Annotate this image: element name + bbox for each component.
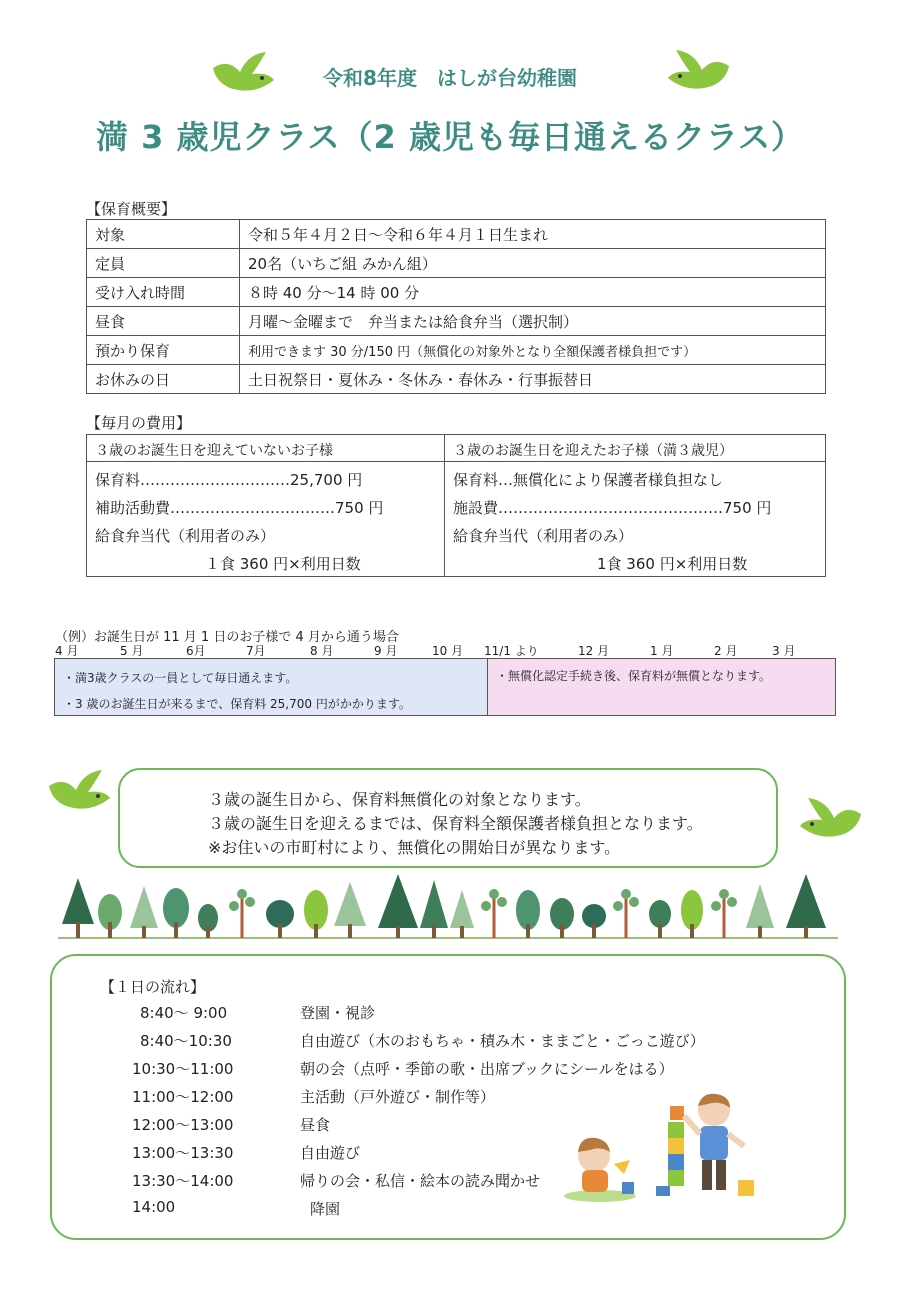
schedule-time: 12:00～13:00: [132, 1116, 234, 1134]
page-title: 満 3 歳児クラス（2 歳児も毎日通えるクラス）: [95, 118, 805, 156]
table-row: [87, 220, 826, 249]
row-key: 預かり保育: [87, 336, 240, 365]
month-label: 5 月: [120, 644, 144, 658]
overview-label: 【保育概要】: [86, 200, 177, 218]
schedule-activity: 自由遊び: [300, 1144, 361, 1162]
fee-line: 給食弁当代（利用者のみ）: [95, 527, 276, 545]
timeline-after-text: ・無償化認定手続き後、保育料が無償となります。: [496, 669, 772, 683]
table-row: [87, 307, 826, 336]
schedule-activity: 帰りの会・私信・絵本の読み聞かせ: [300, 1172, 541, 1190]
tree-icon: [746, 884, 774, 938]
row-key: お休みの日: [87, 365, 240, 394]
tree-icon: [130, 886, 158, 938]
timeline-before-period: [55, 659, 488, 715]
tree-icon: [62, 878, 94, 938]
schedule-time: 10:30～11:00: [132, 1060, 234, 1078]
fees-box: [86, 434, 826, 577]
notice-box: [118, 768, 778, 868]
overview-table: [86, 219, 826, 394]
row-value: 土日祝祭日・夏休み・冬休み・春休み・行事振替日: [240, 365, 826, 394]
tree-icon: [229, 889, 255, 938]
timeline-before-text: ・3 歳のお誕生日が来るまで、保育料 25,700 円がかかります。: [63, 697, 411, 711]
schedule-activity: 昼食: [300, 1116, 331, 1134]
schedule-activity: 登園・視診: [300, 1004, 376, 1022]
timeline-after-period: [488, 659, 835, 715]
schedule-title: 【１日の流れ】: [100, 978, 206, 996]
table-row: [87, 249, 826, 278]
row-key: 対象: [87, 220, 240, 249]
tree-icon: [266, 900, 294, 938]
notice-line: ３歳の誕生日から、保育料無償化の対象となります。: [208, 790, 591, 809]
tree-icon: [163, 888, 189, 938]
tree-icon: [378, 874, 418, 938]
fee-line: 1食 360 円×利用日数: [597, 555, 748, 573]
fees-before-header: ３歳のお誕生日を迎えていないお子様: [87, 435, 444, 462]
tree-icon: [711, 889, 737, 938]
month-label: 2 月: [714, 644, 738, 658]
schedule-activity: 朝の会（点呼・季節の歌・出席ブックにシールをはる）: [300, 1060, 674, 1078]
fee-line: 保育料…………………………25,700 円: [95, 471, 363, 489]
month-label: 12 月: [578, 644, 610, 658]
tree-icon: [550, 898, 574, 938]
month-label: 8 月: [310, 644, 334, 658]
schedule-box: [50, 954, 846, 1240]
schedule-time: 13:30～14:00: [132, 1172, 234, 1190]
bird-icon: [796, 796, 866, 846]
fees-label: 【毎月の費用】: [86, 414, 192, 432]
row-key: 受け入れ時間: [87, 278, 240, 307]
tree-icon: [613, 889, 639, 938]
tree-row-illustration: [58, 872, 838, 942]
schedule-time: 8:40～ 9:00: [140, 1004, 228, 1022]
row-key: 昼食: [87, 307, 240, 336]
tree-icon: [786, 874, 826, 938]
notice-line: ※お住いの市町村により、無償化の開始日が異なります。: [208, 838, 621, 857]
fee-line: 給食弁当代（利用者のみ）: [453, 527, 634, 545]
schedule-time: 14:00: [132, 1198, 176, 1216]
month-label: 6月: [186, 644, 206, 658]
timeline-box: [54, 658, 836, 716]
tree-icon: [582, 904, 606, 938]
children-playing-illustration: [550, 1086, 760, 1206]
tree-icon: [98, 894, 122, 938]
fee-line: 施設費………………………………………750 円: [453, 499, 772, 517]
table-row: [87, 278, 826, 307]
fees-after-column: [445, 435, 825, 576]
row-value: 20名（いちご組 みかん組）: [240, 249, 826, 278]
schedule-time: 13:00～13:30: [132, 1144, 234, 1162]
row-value: 利用できます 30 分/150 円（無償化の対象外となり全額保護者様負担です）: [240, 336, 826, 365]
tree-icon: [516, 890, 540, 938]
bird-icon: [44, 768, 114, 818]
table-row: [87, 365, 826, 394]
fees-before-column: [87, 435, 445, 576]
school-subtitle: 令和8年度 はしが台幼稚園: [323, 66, 577, 90]
schedule-activity: 降園: [310, 1200, 341, 1218]
month-label: 7月: [246, 644, 266, 658]
timeline-before-text: ・満3歳クラスの一員として毎日通えます。: [63, 671, 298, 685]
fee-line: 補助活動費……………………………750 円: [95, 499, 384, 517]
month-label: 11/1 より: [484, 644, 539, 658]
schedule-time: 11:00～12:00: [132, 1088, 234, 1106]
notice-line: ３歳の誕生日を迎えるまでは、保育料全額保護者様負担となります。: [208, 814, 703, 833]
month-label: 9 月: [374, 644, 398, 658]
fee-line: 保育料…無償化により保護者様負担なし: [453, 471, 724, 489]
row-value: 令和５年４月２日～令和６年４月１日生まれ: [240, 220, 826, 249]
tree-icon: [420, 880, 448, 938]
schedule-activity: 自由遊び（木のおもちゃ・積み木・ままごと・ごっこ遊び）: [300, 1032, 705, 1050]
timeline-caption: （例）お誕生日が 11 月 1 日のお子様で 4 月から通う場合: [55, 630, 399, 645]
month-label: 4 月: [55, 644, 79, 658]
tree-icon: [681, 890, 703, 938]
month-label: 10 月: [432, 644, 464, 658]
table-row: [87, 336, 826, 365]
fee-line: １食 360 円×利用日数: [205, 555, 361, 573]
tree-icon: [481, 889, 507, 938]
row-value: 月曜～金曜まで 弁当または給食弁当（選択制）: [240, 307, 826, 336]
month-label: 1 月: [650, 644, 674, 658]
month-label: 3 月: [772, 644, 796, 658]
fees-after-header: ３歳のお誕生日を迎えたお子様（満３歳児）: [445, 435, 825, 462]
row-value: ８時 40 分～14 時 00 分: [240, 278, 826, 307]
tree-icon: [198, 904, 218, 938]
tree-icon: [334, 882, 366, 938]
schedule-time: 8:40～10:30: [140, 1032, 232, 1050]
row-key: 定員: [87, 249, 240, 278]
tree-icon: [649, 900, 671, 938]
schedule-activity: 主活動（戸外遊び・制作等）: [300, 1088, 496, 1106]
tree-icon: [304, 890, 328, 938]
tree-icon: [450, 890, 474, 938]
